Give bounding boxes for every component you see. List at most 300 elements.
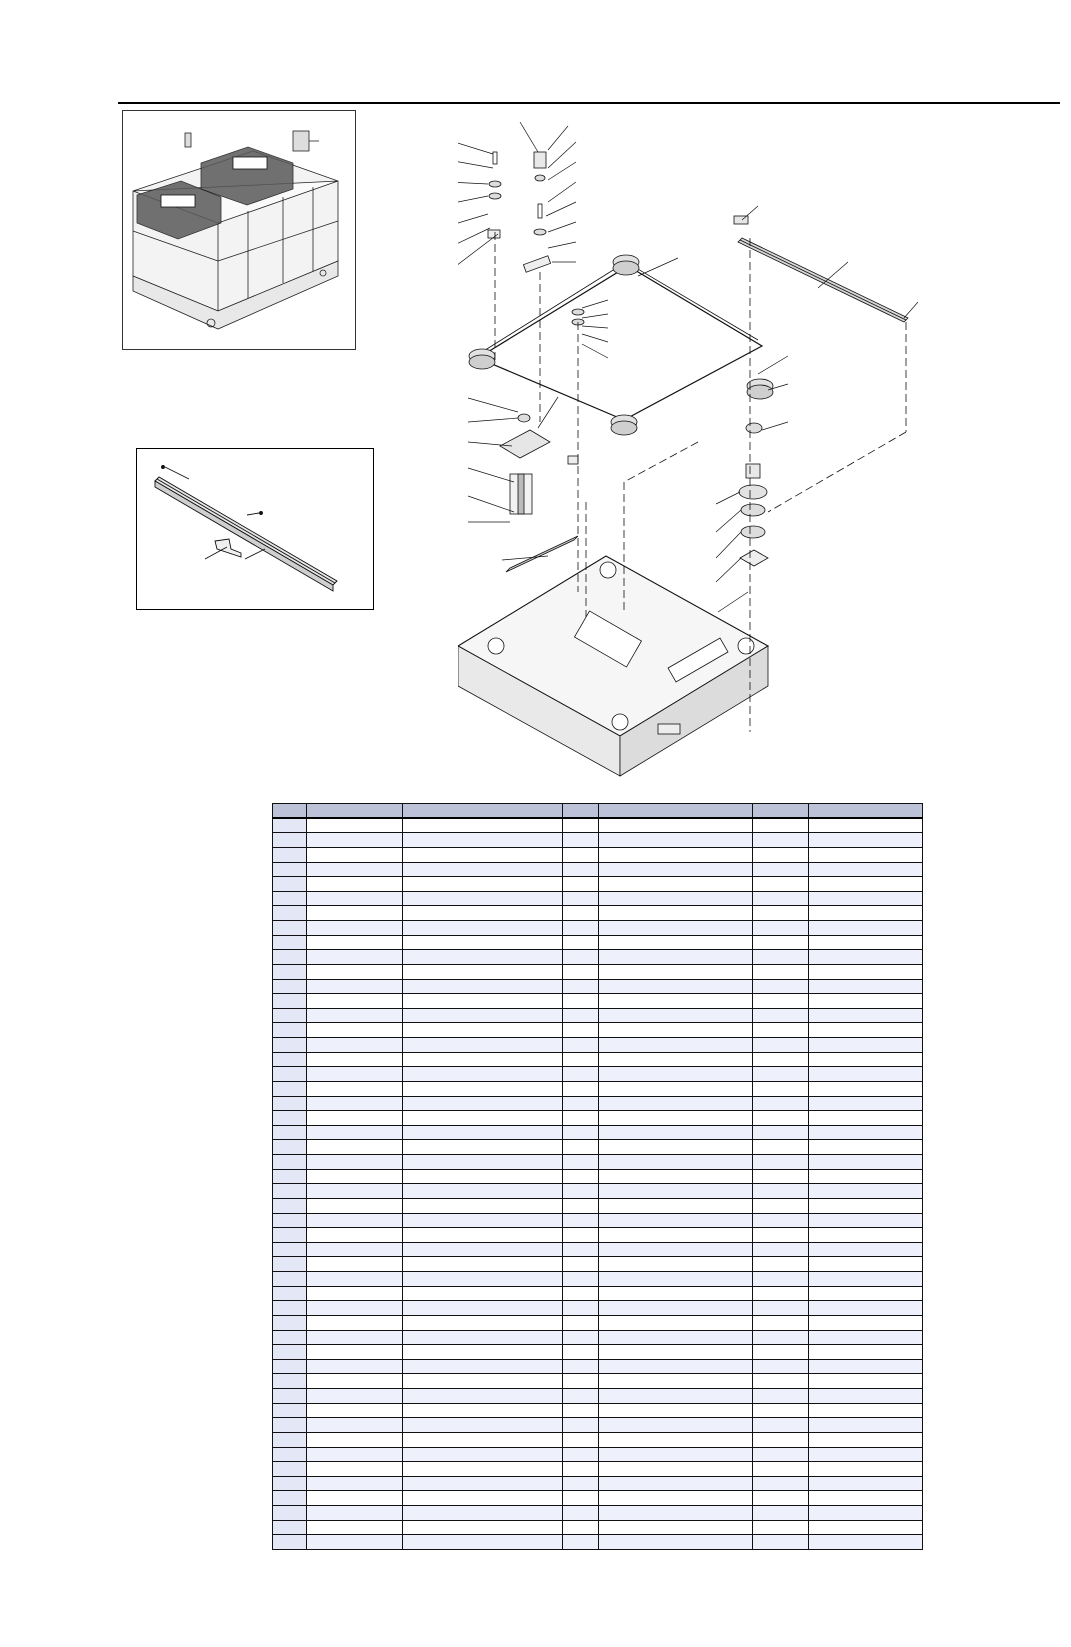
table-row — [273, 847, 923, 862]
table-cell — [599, 1228, 753, 1243]
table-cell — [809, 1155, 923, 1170]
table-cell — [307, 1403, 403, 1418]
table-cell — [563, 1272, 599, 1287]
table-cell — [599, 1184, 753, 1199]
table-cell — [403, 818, 563, 833]
table-cell — [599, 818, 753, 833]
table-cell — [563, 1330, 599, 1345]
table-cell — [563, 979, 599, 994]
table-cell — [307, 833, 403, 848]
table-row — [273, 1374, 923, 1389]
table-cell — [753, 906, 809, 921]
header-rule — [118, 102, 1060, 104]
table-cell — [753, 1213, 809, 1228]
table-cell — [403, 1067, 563, 1082]
table-cell — [809, 1535, 923, 1550]
table-cell — [273, 1315, 307, 1330]
table-cell — [273, 1374, 307, 1389]
table-cell — [273, 1301, 307, 1316]
table-cell — [753, 1462, 809, 1477]
table-cell — [809, 1476, 923, 1491]
table-row — [273, 891, 923, 906]
table-cell — [403, 1403, 563, 1418]
table-cell — [403, 1023, 563, 1038]
rail-detail-figure — [136, 448, 374, 610]
table-cell — [307, 921, 403, 936]
table-cell — [403, 1432, 563, 1447]
table-cell — [273, 935, 307, 950]
table-cell — [563, 1403, 599, 1418]
table-row — [273, 979, 923, 994]
table-cell — [809, 1228, 923, 1243]
table-cell — [307, 818, 403, 833]
table-cell — [809, 891, 923, 906]
table-cell — [403, 1447, 563, 1462]
table-cell — [273, 862, 307, 877]
table-cell — [273, 1389, 307, 1404]
table-cell — [307, 1052, 403, 1067]
table-cell — [273, 818, 307, 833]
table-row — [273, 1125, 923, 1140]
table-cell — [753, 1155, 809, 1170]
table-cell — [273, 1008, 307, 1023]
table-cell — [809, 1286, 923, 1301]
table-cell — [599, 1447, 753, 1462]
table-cell — [273, 1506, 307, 1521]
table-cell — [403, 1038, 563, 1053]
table-cell — [307, 1374, 403, 1389]
table-cell — [809, 979, 923, 994]
table-cell — [809, 833, 923, 848]
table-cell — [809, 1242, 923, 1257]
table-cell — [273, 1345, 307, 1360]
table-row — [273, 1476, 923, 1491]
table-cell — [403, 1242, 563, 1257]
table-cell — [753, 1476, 809, 1491]
table-cell — [599, 847, 753, 862]
table-cell — [563, 935, 599, 950]
table-cell — [599, 1008, 753, 1023]
table-cell — [809, 877, 923, 892]
table-row — [273, 1228, 923, 1243]
table-cell — [599, 877, 753, 892]
table-cell — [599, 906, 753, 921]
table-cell — [273, 1535, 307, 1550]
table-cell — [599, 1023, 753, 1038]
table-row — [273, 1506, 923, 1521]
table-cell — [307, 1447, 403, 1462]
table-cell — [809, 1140, 923, 1155]
table-cell — [753, 1345, 809, 1360]
table-cell — [809, 1418, 923, 1433]
table-cell — [599, 950, 753, 965]
table-cell — [273, 1023, 307, 1038]
table-cell — [307, 1242, 403, 1257]
table-cell — [599, 1301, 753, 1316]
table-cell — [563, 847, 599, 862]
table-cell — [599, 833, 753, 848]
table-cell — [273, 877, 307, 892]
table-cell — [809, 1184, 923, 1199]
table-cell — [809, 1447, 923, 1462]
detail-rail-illustration — [137, 449, 372, 608]
table-cell — [563, 1155, 599, 1170]
table-cell — [307, 1140, 403, 1155]
table-cell — [403, 1462, 563, 1477]
table-cell — [753, 891, 809, 906]
table-cell — [403, 833, 563, 848]
table-cell — [563, 921, 599, 936]
table-cell — [809, 1520, 923, 1535]
table-cell — [599, 891, 753, 906]
table-cell — [599, 921, 753, 936]
table-cell — [563, 1213, 599, 1228]
table-cell — [403, 1315, 563, 1330]
table-row — [273, 1140, 923, 1155]
table-row — [273, 1286, 923, 1301]
table-cell — [273, 1286, 307, 1301]
table-cell — [403, 1052, 563, 1067]
table-cell — [403, 877, 563, 892]
table-row — [273, 1447, 923, 1462]
table-cell — [809, 921, 923, 936]
table-cell — [599, 1389, 753, 1404]
table-cell — [753, 979, 809, 994]
table-cell — [403, 1520, 563, 1535]
table-cell — [273, 1491, 307, 1506]
table-cell — [273, 1447, 307, 1462]
table-cell — [809, 1096, 923, 1111]
table-row — [273, 935, 923, 950]
table-cell — [563, 1418, 599, 1433]
table-cell — [563, 1432, 599, 1447]
table-cell — [599, 1140, 753, 1155]
table-cell — [809, 950, 923, 965]
table-row — [273, 950, 923, 965]
table-cell — [809, 1389, 923, 1404]
table-row — [273, 1403, 923, 1418]
table-cell — [753, 994, 809, 1009]
table-cell — [563, 1228, 599, 1243]
table-row — [273, 1067, 923, 1082]
table-cell — [809, 994, 923, 1009]
table-cell — [307, 1081, 403, 1096]
table-cell — [753, 1315, 809, 1330]
table-cell — [599, 1359, 753, 1374]
table-cell — [273, 950, 307, 965]
table-cell — [273, 1140, 307, 1155]
table-cell — [809, 1257, 923, 1272]
table-cell — [753, 921, 809, 936]
table-cell — [753, 1140, 809, 1155]
table-row — [273, 906, 923, 921]
table-cell — [809, 1432, 923, 1447]
table-cell — [403, 1111, 563, 1126]
table-row — [273, 1315, 923, 1330]
table-cell — [403, 1184, 563, 1199]
table-cell — [753, 1008, 809, 1023]
table-cell — [809, 1491, 923, 1506]
table-cell — [273, 994, 307, 1009]
column-header — [599, 804, 753, 819]
table-cell — [753, 1418, 809, 1433]
table-cell — [753, 1330, 809, 1345]
table-row — [273, 1389, 923, 1404]
table-cell — [599, 1038, 753, 1053]
table-cell — [753, 1301, 809, 1316]
table-cell — [307, 1359, 403, 1374]
table-cell — [307, 1476, 403, 1491]
table-cell — [403, 1301, 563, 1316]
table-row — [273, 1169, 923, 1184]
table-cell — [307, 1111, 403, 1126]
table-cell — [273, 1052, 307, 1067]
table-cell — [809, 1462, 923, 1477]
parts-table-body — [273, 818, 923, 1549]
table-cell — [307, 1023, 403, 1038]
table-cell — [307, 1432, 403, 1447]
table-row — [273, 1213, 923, 1228]
table-row — [273, 1198, 923, 1213]
table-cell — [307, 1125, 403, 1140]
table-cell — [809, 862, 923, 877]
table-cell — [599, 1315, 753, 1330]
table-cell — [809, 1506, 923, 1521]
table-cell — [563, 891, 599, 906]
table-cell — [273, 847, 307, 862]
table-cell — [599, 1081, 753, 1096]
table-cell — [599, 964, 753, 979]
table-row — [273, 1008, 923, 1023]
column-header — [563, 804, 599, 819]
table-row — [273, 1359, 923, 1374]
table-cell — [307, 1198, 403, 1213]
table-cell — [753, 818, 809, 833]
table-cell — [563, 906, 599, 921]
table-cell — [809, 1111, 923, 1126]
table-cell — [307, 1169, 403, 1184]
table-cell — [273, 1418, 307, 1433]
parts-list-table — [272, 803, 923, 1550]
table-cell — [599, 1403, 753, 1418]
table-cell — [599, 1272, 753, 1287]
table-cell — [809, 1213, 923, 1228]
table-cell — [563, 1125, 599, 1140]
table-cell — [809, 1125, 923, 1140]
table-cell — [273, 1038, 307, 1053]
table-cell — [403, 1506, 563, 1521]
table-cell — [563, 833, 599, 848]
table-cell — [753, 1111, 809, 1126]
table-cell — [403, 1228, 563, 1243]
table-cell — [563, 1023, 599, 1038]
table-cell — [307, 1213, 403, 1228]
table-cell — [599, 1096, 753, 1111]
table-cell — [753, 1272, 809, 1287]
table-cell — [753, 1374, 809, 1389]
table-cell — [599, 1418, 753, 1433]
table-cell — [809, 1301, 923, 1316]
table-cell — [809, 935, 923, 950]
table-cell — [307, 979, 403, 994]
table-row — [273, 1111, 923, 1126]
table-cell — [753, 1389, 809, 1404]
table-row — [273, 1418, 923, 1433]
table-cell — [273, 1081, 307, 1096]
table-cell — [809, 1023, 923, 1038]
table-cell — [563, 1462, 599, 1477]
table-cell — [599, 862, 753, 877]
table-cell — [753, 1432, 809, 1447]
table-row — [273, 833, 923, 848]
table-row — [273, 1257, 923, 1272]
table-row — [273, 1462, 923, 1477]
table-cell — [273, 833, 307, 848]
table-cell — [307, 1315, 403, 1330]
table-cell — [563, 1389, 599, 1404]
table-cell — [753, 862, 809, 877]
table-cell — [753, 1403, 809, 1418]
table-cell — [403, 1476, 563, 1491]
table-cell — [403, 1286, 563, 1301]
table-row — [273, 1038, 923, 1053]
table-cell — [273, 1169, 307, 1184]
table-cell — [307, 1228, 403, 1243]
table-cell — [563, 964, 599, 979]
column-header — [273, 804, 307, 819]
table-cell — [599, 1476, 753, 1491]
column-header — [307, 804, 403, 819]
table-cell — [809, 1403, 923, 1418]
table-cell — [563, 1242, 599, 1257]
table-cell — [307, 1272, 403, 1287]
table-cell — [563, 1096, 599, 1111]
overview-machine-illustration — [123, 111, 355, 349]
table-cell — [273, 891, 307, 906]
table-cell — [753, 1242, 809, 1257]
table-cell — [809, 1330, 923, 1345]
table-cell — [307, 847, 403, 862]
table-cell — [753, 1257, 809, 1272]
table-row — [273, 994, 923, 1009]
table-cell — [273, 1359, 307, 1374]
table-cell — [403, 935, 563, 950]
table-cell — [563, 994, 599, 1009]
table-cell — [563, 950, 599, 965]
table-row — [273, 921, 923, 936]
table-cell — [563, 1315, 599, 1330]
table-cell — [563, 1345, 599, 1360]
table-cell — [809, 964, 923, 979]
table-cell — [273, 1432, 307, 1447]
table-cell — [403, 1213, 563, 1228]
table-cell — [403, 1008, 563, 1023]
table-cell — [563, 1081, 599, 1096]
table-cell — [809, 1081, 923, 1096]
table-row — [273, 1155, 923, 1170]
table-row — [273, 1272, 923, 1287]
table-cell — [403, 1359, 563, 1374]
table-cell — [307, 1301, 403, 1316]
table-row — [273, 964, 923, 979]
table-row — [273, 1535, 923, 1550]
table-cell — [307, 1184, 403, 1199]
exploded-assembly-figure — [458, 112, 978, 802]
table-cell — [307, 891, 403, 906]
table-cell — [809, 818, 923, 833]
table-cell — [307, 906, 403, 921]
table-cell — [599, 1213, 753, 1228]
table-cell — [403, 891, 563, 906]
table-cell — [403, 1140, 563, 1155]
table-cell — [307, 1345, 403, 1360]
table-cell — [753, 1023, 809, 1038]
table-cell — [273, 1272, 307, 1287]
table-cell — [753, 1125, 809, 1140]
table-cell — [753, 1520, 809, 1535]
table-cell — [599, 1432, 753, 1447]
table-cell — [599, 935, 753, 950]
column-header — [809, 804, 923, 819]
table-cell — [599, 1520, 753, 1535]
table-cell — [403, 1096, 563, 1111]
table-cell — [753, 847, 809, 862]
table-cell — [307, 1506, 403, 1521]
table-cell — [307, 1491, 403, 1506]
table-cell — [307, 950, 403, 965]
table-cell — [599, 1506, 753, 1521]
table-cell — [273, 1111, 307, 1126]
table-cell — [307, 935, 403, 950]
column-header — [403, 804, 563, 819]
table-row — [273, 1052, 923, 1067]
table-cell — [403, 1257, 563, 1272]
table-cell — [599, 979, 753, 994]
table-cell — [403, 1389, 563, 1404]
table-header-row — [273, 804, 923, 819]
table-cell — [753, 1228, 809, 1243]
table-cell — [809, 1272, 923, 1287]
table-cell — [753, 1359, 809, 1374]
table-cell — [809, 1345, 923, 1360]
table-cell — [403, 1330, 563, 1345]
table-row — [273, 1345, 923, 1360]
table-cell — [753, 877, 809, 892]
table-cell — [809, 1315, 923, 1330]
table-cell — [599, 1330, 753, 1345]
table-row — [273, 1081, 923, 1096]
table-cell — [753, 964, 809, 979]
table-cell — [809, 1374, 923, 1389]
table-row — [273, 1184, 923, 1199]
table-cell — [403, 1198, 563, 1213]
table-cell — [809, 1359, 923, 1374]
table-cell — [307, 1520, 403, 1535]
table-cell — [307, 994, 403, 1009]
table-cell — [273, 1462, 307, 1477]
table-cell — [563, 1067, 599, 1082]
table-cell — [563, 1301, 599, 1316]
table-cell — [753, 1506, 809, 1521]
table-cell — [307, 1418, 403, 1433]
table-cell — [753, 1052, 809, 1067]
table-cell — [753, 1038, 809, 1053]
table-cell — [563, 1052, 599, 1067]
table-cell — [563, 1491, 599, 1506]
table-cell — [307, 1257, 403, 1272]
table-cell — [273, 1125, 307, 1140]
table-cell — [753, 1169, 809, 1184]
